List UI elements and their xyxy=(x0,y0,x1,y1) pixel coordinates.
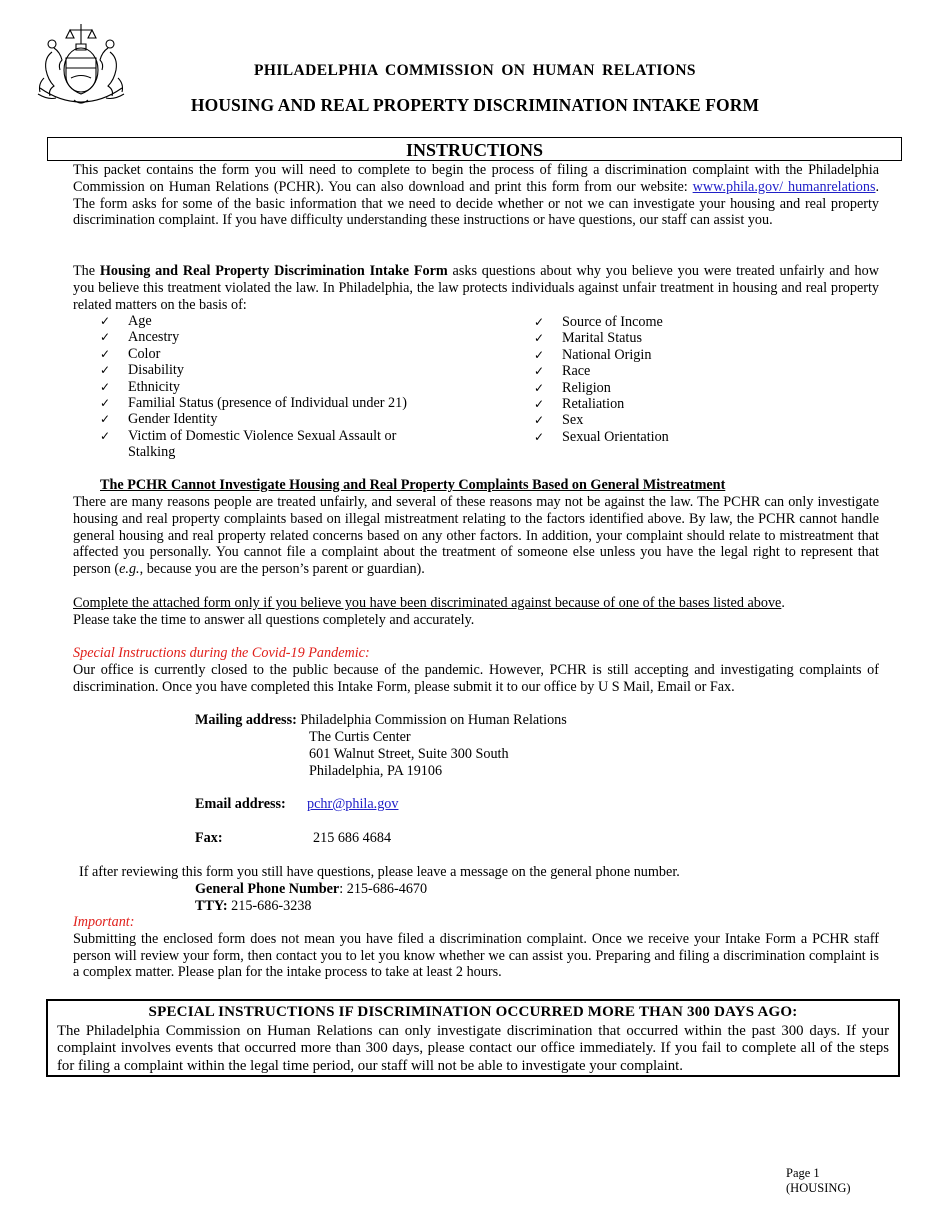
list-item: ✓ Marital Status xyxy=(534,330,642,347)
checkmark-icon: ✓ xyxy=(534,347,545,362)
list-item: ✓ Victim of Domestic Violence Sexual Assault or Stalking xyxy=(100,427,397,461)
important-section xyxy=(73,914,879,981)
list-item: ✓ Ethnicity xyxy=(100,378,181,395)
list-item: ✓ Ancestry xyxy=(100,329,180,346)
para2-form-name: Housing and Real Property Discrimination Intake Form xyxy=(99,263,448,279)
email-link[interactable]: pchr@phila.gov xyxy=(307,796,399,812)
list-item: ✓ Race xyxy=(534,363,591,380)
fax-label: Fax: xyxy=(195,830,223,846)
fax-number: 215 686 4684 xyxy=(313,830,392,846)
general-phone: General Phone Number: 215-686-4670 xyxy=(195,881,428,897)
mailing-line: The Curtis Center xyxy=(309,729,411,745)
checkmark-icon: ✓ xyxy=(534,331,545,346)
checkmark-icon: ✓ xyxy=(100,330,111,345)
mailing-label: Mailing address: xyxy=(195,712,297,728)
checkmark-icon: ✓ xyxy=(100,412,111,427)
checkmark-icon: ✓ xyxy=(100,314,111,328)
list-item: ✓ Sex xyxy=(534,412,584,429)
mistreatment-heading: The PCHR Cannot Investigate Housing and Real Property Complaints Based on General Mistreatment xyxy=(100,477,726,493)
deadline-body: The Philadelphia Commission on Human Relations can only investigate discrimination that occurred within the past 300 days. If your complaint involves events that occurred more than 300 days, please contact our office immediately. If you fail to complete all of the steps for filing a complaint within the legal time period, our staff will not be able to investigate your complaint. xyxy=(57,1022,889,1074)
important-label: Important: xyxy=(73,914,135,930)
checkmark-icon: ✓ xyxy=(100,363,111,378)
checkmark-icon: ✓ xyxy=(534,397,545,412)
covid-body: Our office is currently closed to the public because of the pandemic. However, PCHR is still accepting and investigating complaints of discrimination. Once you have completed this Intake Form, please submit it to our office by U S Mail, Email or Fax. xyxy=(73,661,879,695)
questions-text: If after reviewing this form you still have questions, please leave a message on the general phone number. xyxy=(79,864,680,880)
tty-phone: TTY: 215-686-3238 xyxy=(195,898,312,914)
page-footer xyxy=(786,1166,851,1196)
intro-text-2: . The form asks for some of the basic information that we need to decide whether or not we can investigate your housing and real property discrimination complaint. If you have difficulty understanding these instructions or have questions, our staff can assist you. xyxy=(73,178,880,229)
bases-intro-paragraph xyxy=(73,263,879,313)
checkmark-icon: ✓ xyxy=(100,346,111,361)
checkmark-icon: ✓ xyxy=(100,379,111,394)
website-link[interactable]: www.phila.gov/ humanrelations xyxy=(692,178,876,195)
list-item: ✓ Gender Identity xyxy=(100,411,218,428)
list-item: ✓ Color xyxy=(100,345,161,362)
list-item: ✓ Source of Income xyxy=(534,314,663,330)
checkmark-icon: ✓ xyxy=(100,428,111,443)
checkmark-icon: ✓ xyxy=(534,380,545,395)
list-item: ✓ Familial Status (presence of Individual under 21) xyxy=(100,395,407,412)
intro-paragraph xyxy=(73,162,879,229)
page-number: Page 1 xyxy=(786,1166,820,1180)
list-item: ✓ Retaliation xyxy=(534,396,625,413)
checkmark-icon: ✓ xyxy=(534,315,545,329)
deadline-heading: SPECIAL INSTRUCTIONS IF DISCRIMINATION OCCURRED MORE THAN 300 DAYS AGO: xyxy=(148,1004,798,1020)
deadline-notice-box xyxy=(46,999,900,1077)
important-body: Submitting the enclosed form does not mean you have filed a discrimination complaint. Once we receive your Intake Form a PCHR staff person will review your form, then contact you to let you know whether we can assist you. Preparing and filing a discrimination complaint is a complex matter. Please plan for the intake process to take at least 2 hours. xyxy=(73,930,879,981)
bases-list-left xyxy=(100,313,420,461)
intro-text-1: This packet contains the form you will need to complete to begin the process of filing a discrimination complaint with the Philadelphia Commission on Human Relations (PCHR). You can also download and print this form from our website: xyxy=(73,162,879,195)
para2-text: asks questions about why you believe you were treated unfairly and how you believe this treatment violated the law. In Philadelphia, the law protects individuals against unfair treatment in housing and real property related matters on the basis of: xyxy=(73,263,879,313)
list-item: ✓ National Origin xyxy=(534,346,652,363)
covid-label: Special Instructions during the Covid-19 Pandemic: xyxy=(73,645,370,661)
checkmark-icon: ✓ xyxy=(100,396,111,411)
list-item: ✓ Age xyxy=(100,313,152,329)
mailing-line: Philadelphia, PA 19106 xyxy=(309,763,443,779)
checkmark-icon: ✓ xyxy=(534,429,545,444)
mailing-address: Mailing address: Philadelphia Commission on Human Relations xyxy=(195,712,567,728)
para2-prefix: The xyxy=(73,263,100,279)
page-section: (HOUSING) xyxy=(786,1181,851,1195)
mistreatment-paragraph: There are many reasons people are treated unfairly, and several of these reasons may not be against the law. The PCHR can only investigate housing and real property complaints based on illegal mistreatment relating to the factors identified above. By law, the PCHR cannot handle general housing and real property related concerns based on any other factors. In addition, your complaint should relate to mistreatment that affected you personally. You cannot file a complaint about the treatment of someone else unless you have the legal right to represent that person (e.g., because you are the person’s parent or guardian). xyxy=(73,494,879,578)
organization-name: PHILADELPHIA COMMISSION ON HUMAN RELATIONS xyxy=(254,62,696,79)
form-title: HOUSING AND REAL PROPERTY DISCRIMINATION INTAKE FORM xyxy=(190,95,760,115)
instructions-heading: INSTRUCTIONS xyxy=(47,137,902,161)
list-item: ✓ Religion xyxy=(534,379,611,396)
complete-form-note: Complete the attached form only if you believe you have been discriminated against because of one of the bases listed above. Please take the time to answer all questions completely and accurately. xyxy=(73,595,785,628)
covid-section xyxy=(73,645,879,695)
checkmark-icon: ✓ xyxy=(534,413,545,428)
checkmark-icon: ✓ xyxy=(534,364,545,379)
email-label: Email address: xyxy=(195,796,286,812)
bases-list-right xyxy=(534,314,834,445)
list-item: ✓ Disability xyxy=(100,362,184,379)
mailing-line: 601 Walnut Street, Suite 300 South xyxy=(309,746,509,762)
list-item: ✓ Sexual Orientation xyxy=(534,428,669,445)
